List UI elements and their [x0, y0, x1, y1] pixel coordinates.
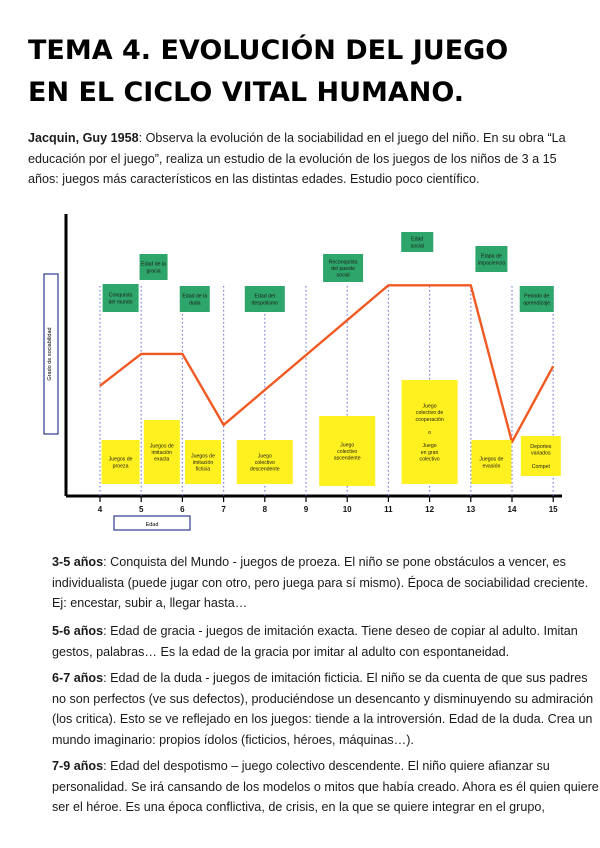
stage-label-2-line-2: gracia: [146, 268, 161, 275]
stage-label-8-line-2: aprendizaje: [523, 300, 551, 307]
x-tick-label-10: 10: [342, 505, 352, 514]
stage-label-7-line-1: Etapa de: [481, 253, 502, 260]
x-tick-label-6: 6: [180, 505, 185, 514]
title-line-2: EN EL CICLO VITAL HUMANO.: [28, 77, 465, 108]
intro-text: : Observa la evolución de la sociabilidad en el juego del niño. En su obra “La educación por el juego”, realiza un estudio de la evolución de los juegos de los niños de 3 a 15 años: juegos más característicos en las distintas edades. Estudio poco científico.: [28, 131, 566, 186]
paragraph-6-7-text: : Edad de la duda - juegos de imitación ficticia. El niño se da cuenta de que sus padres no son perfectos (ve sus defectos), produciéndose un desencanto y disminuyendo su admiración (los critica). Esto se ve reflejado en los juegos: tiende a la introversión. Edad de la duda. Crea un mundo imaginario: propios ídolos (ficticios, héroes, máquinas…).: [52, 671, 594, 747]
game-label-2-line-1: Juegos de: [149, 443, 174, 450]
stage-label-5-line-1: Reconquista: [328, 259, 358, 266]
game-label-6-line-2: colectivo de: [415, 410, 444, 417]
y-axis-label: Grado de sociabilidad: [47, 327, 53, 381]
x-tick-label-13: 13: [466, 505, 476, 514]
paragraph-6-7: [28, 668, 600, 750]
x-tick-label-12: 12: [425, 505, 435, 514]
x-tick-label-5: 5: [138, 505, 144, 514]
game-label-5-line-3: ascendente: [333, 455, 361, 462]
x-tick-label-8: 8: [262, 505, 268, 514]
title-line-1: TEMA 4. EVOLUCIÓN DEL JUEGO: [28, 35, 509, 66]
x-tick-label-15: 15: [548, 505, 558, 514]
stage-label-4-line-2: despotismo: [251, 300, 279, 307]
game-label-1-line-1: Juegos de: [108, 456, 133, 463]
x-tick-label-7: 7: [221, 505, 226, 514]
page-title: [28, 30, 588, 114]
paragraph-3-5-text: : Conquista del Mundo - juegos de proeza. El niño se pone obstáculos a vencer, es individualista (puede jugar con otro, pero juega para sí mismo). Época de sociabilidad creciente. Ej: encestar, subir a, llegar hasta…: [52, 555, 589, 610]
stage-label-1-line-1: Conquista: [108, 292, 133, 299]
x-tick-label-14: 14: [507, 505, 517, 514]
x-tick-label-4: 4: [97, 505, 103, 514]
game-label-6-line-8: en gran: [420, 449, 439, 456]
game-label-8-line-1: Deportes: [530, 444, 552, 451]
paragraph-7-9-text: : Edad del despotismo – juego colectivo descendente. El niño quiere afianzar su personalidad. Se irá cansando de los modelos o mitos que había creado. Ahora es él quien quiere ser el héroe. Es una época conflictiva, de crisis, en la que se quiere integrar en el grupo,: [52, 759, 599, 814]
stage-label-5-line-2: del puesto: [331, 266, 356, 272]
stage-label-1-line-2: del mundo: [108, 299, 133, 306]
stage-label-4-line-1: Edad del: [254, 293, 276, 300]
stage-label-8-line-1: Periodo de: [524, 293, 550, 300]
stage-label-3-line-2: duda: [188, 300, 201, 307]
game-label-4-line-3: descendente: [249, 466, 280, 473]
paragraph-5-6-text: : Edad de gracia - juegos de imitación exacta. Tiene deseo de copiar al adulto. Imitan gestos, palabras… Es la edad de la gracia por imitar al adulto con espontaneidad.: [52, 624, 578, 659]
stage-label-2-line-1: Edad de la: [141, 261, 166, 268]
game-label-1-line-2: proeza: [112, 463, 129, 470]
game-label-8-line-4: Compet: [531, 463, 550, 470]
paragraph-5-6-heading: 5-6 años: [52, 624, 104, 638]
paragraph-5-6: [28, 621, 600, 662]
paragraph-3-5: [28, 552, 600, 614]
stage-label-5-line-3: social: [336, 272, 350, 279]
paragraph-6-7-heading: 6-7 años: [52, 671, 104, 685]
game-label-6-line-5: o: [428, 430, 432, 436]
stage-label-3-line-1: Edad de la: [182, 293, 208, 300]
game-label-3-line-2: imitación: [192, 460, 214, 466]
game-label-6-line-3: cooperación: [415, 416, 444, 423]
stage-label-6-line-1: Edad: [411, 236, 424, 243]
game-label-6-line-7: Juego: [422, 443, 437, 450]
game-label-4-line-2: colectivo: [254, 460, 275, 466]
x-tick-label-11: 11: [384, 505, 393, 514]
x-tick-label-9: 9: [303, 505, 309, 514]
game-label-2-line-3: exacta: [154, 456, 170, 463]
game-label-3-line-3: ficticia: [195, 466, 211, 473]
game-label-8-line-2: variados: [531, 450, 551, 457]
game-label-6-line-1: Juego: [422, 403, 437, 410]
paragraph-7-9-heading: 7-9 años: [52, 759, 104, 773]
x-axis-label: Edad: [145, 522, 159, 528]
stage-label-7-line-2: impaciencia: [477, 260, 506, 267]
game-label-2-line-2: imitación: [151, 450, 173, 456]
game-label-4-line-1: Juego: [257, 453, 272, 460]
game-label-7-line-1: Juegos de: [479, 456, 504, 463]
intro-author: Jacquin, Guy 1958: [28, 131, 139, 145]
stage-label-6-line-2: social: [410, 243, 424, 250]
sociability-chart: [38, 206, 564, 536]
game-label-5-line-1: Juego: [340, 442, 355, 449]
game-label-5-line-2: colectivo: [337, 449, 358, 455]
game-label-6-line-9: colectivo: [419, 456, 440, 463]
game-label-7-line-2: evasión: [482, 463, 501, 470]
game-label-3-line-1: Juegos de: [191, 453, 215, 460]
paragraph-7-9: [28, 756, 600, 818]
paragraph-3-5-heading: 3-5 años: [52, 555, 104, 569]
intro-paragraph: [28, 128, 576, 190]
